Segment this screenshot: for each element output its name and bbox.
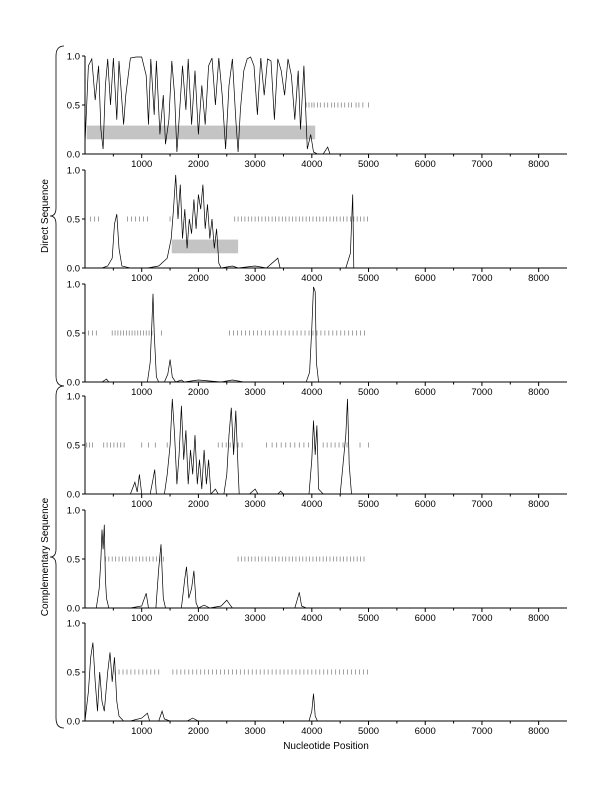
- x-tick-label: 6000: [414, 499, 436, 510]
- y-tick-label: 0.0: [66, 377, 80, 389]
- x-tick-label: 7000: [471, 159, 493, 170]
- x-tick-label: 8000: [528, 273, 550, 284]
- y-tick-label: 0.0: [66, 603, 80, 615]
- x-tick-label: 2000: [187, 387, 209, 398]
- x-tick-label: 8000: [528, 499, 550, 510]
- y-tick-label: 0.5: [66, 214, 80, 226]
- x-tick-label: 2000: [187, 613, 209, 624]
- y-tick-label: 1.0: [66, 165, 80, 177]
- y-tick-label: 1.0: [66, 505, 80, 517]
- x-tick-label: 6000: [414, 273, 436, 284]
- group-brace-direct: [50, 46, 64, 386]
- y-tick-label: 0.0: [66, 149, 80, 161]
- x-tick-label: 5000: [357, 613, 380, 624]
- series-line: [85, 399, 369, 494]
- highlight-region: [172, 240, 238, 254]
- y-tick-label: 0.0: [66, 263, 80, 275]
- group-label-direct: Direct Sequence: [40, 179, 51, 253]
- x-tick-label: 1000: [131, 387, 153, 398]
- y-tick-label: 0.5: [66, 667, 80, 679]
- x-tick-label: 4000: [301, 613, 323, 624]
- x-axis-title: Nucleotide Position: [283, 741, 369, 752]
- x-tick-label: 1000: [131, 159, 153, 170]
- x-tick-label: 5000: [357, 273, 380, 284]
- x-tick-label: 8000: [528, 726, 550, 737]
- x-tick-label: 7000: [471, 499, 493, 510]
- x-tick-label: 6000: [414, 726, 436, 737]
- x-tick-label: 2000: [187, 726, 209, 737]
- y-tick-label: 0.0: [66, 489, 80, 501]
- series-line: [85, 287, 369, 382]
- y-tick-label: 1.0: [66, 51, 80, 63]
- y-tick-label: 1.0: [66, 279, 80, 291]
- x-tick-label: 4000: [301, 159, 323, 170]
- x-tick-label: 4000: [301, 726, 323, 737]
- x-tick-label: 1000: [131, 726, 153, 737]
- x-tick-label: 8000: [528, 387, 550, 398]
- x-tick-label: 3000: [244, 726, 266, 737]
- x-tick-label: 1000: [131, 499, 153, 510]
- y-tick-label: 0.5: [66, 440, 80, 452]
- series-line: [85, 525, 369, 608]
- x-tick-label: 6000: [414, 159, 436, 170]
- x-tick-label: 3000: [244, 387, 266, 398]
- x-tick-label: 5000: [357, 499, 380, 510]
- x-tick-label: 7000: [471, 387, 493, 398]
- y-tick-label: 1.0: [66, 391, 80, 403]
- x-tick-label: 3000: [244, 273, 266, 284]
- series-line: [85, 57, 335, 154]
- x-tick-label: 3000: [244, 159, 266, 170]
- y-tick-label: 0.0: [66, 716, 80, 728]
- x-tick-label: 3000: [244, 499, 266, 510]
- x-tick-label: 6000: [414, 387, 436, 398]
- x-tick-label: 5000: [357, 726, 380, 737]
- y-tick-label: 1.0: [66, 618, 80, 630]
- x-tick-label: 2000: [187, 159, 209, 170]
- x-tick-label: 1000: [131, 273, 153, 284]
- x-tick-label: 5000: [357, 387, 380, 398]
- x-tick-label: 8000: [528, 159, 550, 170]
- y-tick-label: 0.5: [66, 554, 80, 566]
- y-tick-label: 0.5: [66, 328, 80, 340]
- y-tick-label: 0.5: [66, 100, 80, 112]
- x-tick-label: 8000: [528, 613, 550, 624]
- x-tick-label: 7000: [471, 273, 493, 284]
- x-tick-label: 6000: [414, 613, 436, 624]
- x-tick-label: 4000: [301, 387, 323, 398]
- x-tick-label: 7000: [471, 613, 493, 624]
- x-tick-label: 7000: [471, 726, 493, 737]
- group-label-complementary: Complementary Sequence: [40, 497, 51, 617]
- x-tick-label: 3000: [244, 613, 266, 624]
- highlight-region: [87, 126, 316, 140]
- x-tick-label: 5000: [357, 159, 380, 170]
- x-tick-label: 2000: [187, 273, 209, 284]
- x-tick-label: 1000: [131, 613, 153, 624]
- x-tick-label: 2000: [187, 499, 209, 510]
- x-tick-label: 4000: [301, 273, 323, 284]
- group-brace-complementary: [50, 386, 64, 728]
- series-line: [85, 643, 369, 721]
- x-tick-label: 4000: [301, 499, 323, 510]
